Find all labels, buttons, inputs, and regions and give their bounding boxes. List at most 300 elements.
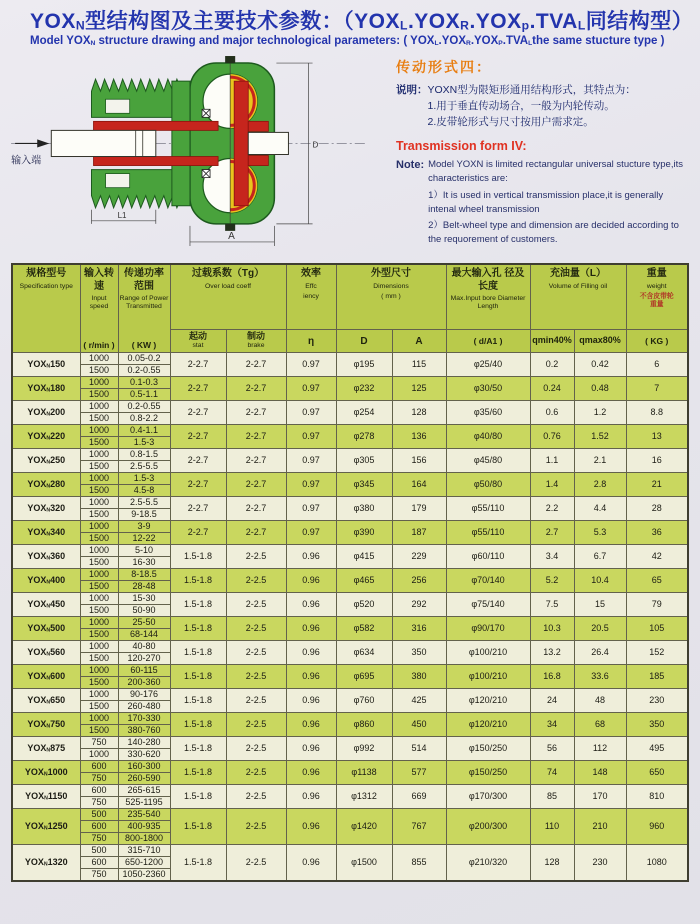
subcol-header-eta: η — [286, 330, 336, 353]
col-header-speed: 输入转速 Input speed ( r/min ) — [80, 264, 118, 353]
cell-speed: 600 — [80, 821, 118, 833]
cell-overload-brake: 2-2.5 — [226, 713, 286, 737]
cell-overload-brake: 2-2.7 — [226, 473, 286, 497]
page-subtitle: Model $YOX_N$ structure drawing and major technological parameters: ( $YOX_L.YOX_R.YOX_P.TVA_Lthe$ same stucture type ) — [30, 35, 665, 48]
cell-dim-a: 292 — [392, 593, 446, 617]
note-line-1: 1）It is used in vertical transmission place,it is generally intenal wheel transmission — [428, 189, 664, 215]
col-header-bore: 最大输入孔 径及长度 Max.Input bore Diameter Length — [446, 264, 530, 330]
cell-speed: 1500 — [80, 725, 118, 737]
cell-efficiency: 0.96 — [286, 665, 336, 689]
cell-model: $YOX_N600$ — [12, 665, 80, 689]
shaft-web — [234, 81, 248, 206]
table-row — [12, 737, 688, 749]
cell-efficiency: 0.96 — [286, 737, 336, 761]
cell-dim-d: φ278 — [336, 425, 392, 449]
cell-speed: 1500 — [80, 509, 118, 521]
cell-bore: φ35/60 — [446, 401, 530, 425]
cell-weight: 650 — [626, 761, 688, 785]
cell-model: $YOX_N450$ — [12, 593, 80, 617]
cell-speed: 600 — [80, 761, 118, 773]
subcol-header-qmin: qmin40% — [530, 330, 574, 353]
cell-power: 60-115 — [118, 665, 170, 677]
cell-speed: 1000 — [80, 689, 118, 701]
subcol-header-kg: ( KG ) — [626, 330, 688, 353]
desc-line-1: YOXN型为限矩形通用结构形式，其特点为： — [427, 84, 636, 97]
cell-overload-brake: 2-2.5 — [226, 641, 286, 665]
cell-model: $YOX_N1320$ — [12, 845, 80, 882]
cell-overload-brake: 2-2.5 — [226, 761, 286, 785]
cell-overload-brake: 2-2.5 — [226, 593, 286, 617]
cell-model: $YOX_N200$ — [12, 401, 80, 425]
cell-power: 400-935 — [118, 821, 170, 833]
cell-efficiency: 0.97 — [286, 425, 336, 449]
cell-dim-d: φ634 — [336, 641, 392, 665]
cell-overload-start: 2-2.7 — [170, 521, 226, 545]
cell-dim-a: 350 — [392, 641, 446, 665]
cell-efficiency: 0.96 — [286, 641, 336, 665]
cell-dim-d: φ380 — [336, 497, 392, 521]
cell-model: $YOX_N360$ — [12, 545, 80, 569]
cell-overload-start: 2-2.7 — [170, 353, 226, 377]
subcol-header-start: 起动 stat — [170, 330, 226, 353]
cell-overload-brake: 2-2.7 — [226, 377, 286, 401]
pulley-slot — [106, 99, 130, 113]
cell-bore: φ120/210 — [446, 689, 530, 713]
cell-dim-a: 450 — [392, 713, 446, 737]
cell-oil-min: 74 — [530, 761, 574, 785]
cell-weight: 230 — [626, 689, 688, 713]
cell-oil-max: 2.1 — [574, 449, 626, 473]
transmission-form-title-zh: 传动形式四： — [396, 59, 492, 76]
table-row — [12, 497, 688, 509]
shaft-sleeve-top — [94, 121, 219, 130]
cell-efficiency: 0.96 — [286, 569, 336, 593]
table-row — [12, 641, 688, 653]
cell-speed: 500 — [80, 845, 118, 857]
col-header-power: 传递功率 范围 Range of Power Transmitted ( KW ) — [118, 264, 170, 353]
cell-oil-max: 0.42 — [574, 353, 626, 377]
cell-efficiency: 0.96 — [286, 785, 336, 809]
cell-bore: φ210/320 — [446, 845, 530, 882]
cell-dim-a: 187 — [392, 521, 446, 545]
cell-speed: 1000 — [80, 401, 118, 413]
cell-weight: 13 — [626, 425, 688, 449]
note-line-2: 2）Belt-wheel type and dimension are decided according to the requorement of customers. — [428, 220, 679, 246]
cell-power: 525-1195 — [118, 797, 170, 809]
cell-power: 0.5-1.1 — [118, 389, 170, 401]
cell-overload-start: 1.5-1.8 — [170, 569, 226, 593]
cell-oil-max: 1.2 — [574, 401, 626, 425]
desc-line-3: 2.皮带轮形式与尺寸按用户需求定。 — [427, 115, 594, 128]
cell-power: 0.4-1.1 — [118, 425, 170, 437]
cell-efficiency: 0.96 — [286, 593, 336, 617]
subcol-header-a: A — [392, 330, 446, 353]
content-row — [0, 51, 700, 257]
table-row — [12, 569, 688, 581]
note-line-intro: Model YOXN is limited rectangular universal stucture type,its characteristics are: — [428, 159, 683, 185]
cell-speed: 1500 — [80, 437, 118, 449]
cell-speed: 750 — [80, 737, 118, 749]
col-header-oil: 充油量（L） Volume of Filling oil — [530, 264, 626, 330]
cell-efficiency: 0.96 — [286, 761, 336, 785]
cell-dim-a: 577 — [392, 761, 446, 785]
cell-power: 0.8-1.5 — [118, 449, 170, 461]
output-bore — [248, 133, 288, 155]
cell-overload-start: 1.5-1.8 — [170, 761, 226, 785]
cell-weight: 152 — [626, 641, 688, 665]
cell-dim-d: φ582 — [336, 617, 392, 641]
cell-speed: 1000 — [80, 617, 118, 629]
cell-oil-min: 0.24 — [530, 377, 574, 401]
cell-speed: 600 — [80, 857, 118, 869]
cell-power: 260-480 — [118, 701, 170, 713]
cell-dim-a: 115 — [392, 353, 446, 377]
cell-overload-start: 2-2.7 — [170, 377, 226, 401]
cell-dim-d: φ345 — [336, 473, 392, 497]
cell-bore: φ40/80 — [446, 425, 530, 449]
cell-efficiency: 0.96 — [286, 689, 336, 713]
note-label: Note: — [396, 159, 425, 172]
cell-speed: 1000 — [80, 449, 118, 461]
table-row — [12, 761, 688, 773]
cell-dim-a: 316 — [392, 617, 446, 641]
cell-bore: φ70/140 — [446, 569, 530, 593]
cell-bore: φ120/210 — [446, 713, 530, 737]
cell-power: 12-22 — [118, 533, 170, 545]
cell-dim-a: 855 — [392, 845, 446, 882]
cell-weight: 350 — [626, 713, 688, 737]
cell-oil-max: 0.48 — [574, 377, 626, 401]
cell-oil-min: 13.2 — [530, 641, 574, 665]
notes-panel — [392, 51, 700, 250]
cell-dim-d: φ1500 — [336, 845, 392, 882]
cell-speed: 1000 — [80, 353, 118, 365]
cell-oil-min: 56 — [530, 737, 574, 761]
cell-speed: 1000 — [80, 521, 118, 533]
table-row — [12, 593, 688, 605]
cell-overload-brake: 2-2.5 — [226, 569, 286, 593]
cell-bore: φ30/50 — [446, 377, 530, 401]
cell-oil-min: 0.6 — [530, 401, 574, 425]
cell-oil-max: 48 — [574, 689, 626, 713]
cell-oil-min: 1.1 — [530, 449, 574, 473]
cell-oil-min: 1.4 — [530, 473, 574, 497]
table-row — [12, 473, 688, 485]
cell-power: 330-620 — [118, 749, 170, 761]
cell-oil-min: 0.2 — [530, 353, 574, 377]
cell-speed: 1000 — [80, 641, 118, 653]
desc-line-2: 1.用于垂直传动场合，一般为内轮传动。 — [427, 99, 615, 112]
cell-power: 90-176 — [118, 689, 170, 701]
cell-speed: 600 — [80, 785, 118, 797]
cell-speed: 1500 — [80, 389, 118, 401]
cell-power: 4.5-8 — [118, 485, 170, 497]
cell-overload-brake: 2-2.5 — [226, 665, 286, 689]
cell-power: 28-48 — [118, 581, 170, 593]
cell-speed: 1000 — [80, 377, 118, 389]
cell-dim-a: 179 — [392, 497, 446, 521]
cell-speed: 1500 — [80, 533, 118, 545]
cell-oil-min: 128 — [530, 845, 574, 882]
cell-weight: 185 — [626, 665, 688, 689]
cell-dim-d: φ520 — [336, 593, 392, 617]
cell-speed: 1500 — [80, 461, 118, 473]
col-header-overload: 过载系数（Tg） Over load coeff — [170, 264, 286, 330]
table-row — [12, 785, 688, 797]
table-row — [12, 377, 688, 389]
cell-overload-start: 1.5-1.8 — [170, 545, 226, 569]
cell-power: 0.2-0.55 — [118, 401, 170, 413]
cell-power: 315-710 — [118, 845, 170, 857]
cell-overload-start: 2-2.7 — [170, 449, 226, 473]
col-header-weight: 重量 weight 不含皮带轮重量 — [626, 264, 688, 330]
cell-oil-max: 68 — [574, 713, 626, 737]
page-title: $YOX_N$型结构图及主要技术参数：（$YOX_L.YOX_R.YOX_p.TVA_L$同结构型） — [30, 10, 694, 33]
cell-oil-max: 6.7 — [574, 545, 626, 569]
desc-label: 说明： — [396, 84, 428, 97]
cell-weight: 21 — [626, 473, 688, 497]
cell-speed: 1000 — [80, 713, 118, 725]
cell-model: $YOX_N150$ — [12, 353, 80, 377]
cell-speed: 1000 — [80, 665, 118, 677]
cell-dim-a: 425 — [392, 689, 446, 713]
cell-speed: 1500 — [80, 701, 118, 713]
cell-power: 25-50 — [118, 617, 170, 629]
subcol-header-qmax: qmax80% — [574, 330, 626, 353]
cell-weight: 495 — [626, 737, 688, 761]
cell-oil-min: 2.2 — [530, 497, 574, 521]
cell-oil-max: 230 — [574, 845, 626, 882]
subcol-header-d: D — [336, 330, 392, 353]
cell-dim-d: φ860 — [336, 713, 392, 737]
cell-bore: φ55/110 — [446, 521, 530, 545]
col-header-dimensions: 外型尺寸 Dimensions ( mm ) — [336, 264, 446, 330]
cell-model: $YOX_N560$ — [12, 641, 80, 665]
cell-power: 50-90 — [118, 605, 170, 617]
cell-power: 140-280 — [118, 737, 170, 749]
cell-power: 160-300 — [118, 761, 170, 773]
cell-power: 265-615 — [118, 785, 170, 797]
cell-efficiency: 0.97 — [286, 521, 336, 545]
cell-bore: φ100/210 — [446, 641, 530, 665]
cell-oil-min: 85 — [530, 785, 574, 809]
cell-model: $YOX_N340$ — [12, 521, 80, 545]
cell-dim-a: 229 — [392, 545, 446, 569]
cell-oil-max: 2.8 — [574, 473, 626, 497]
cell-overload-brake: 2-2.7 — [226, 401, 286, 425]
cell-power: 15-30 — [118, 593, 170, 605]
cell-dim-d: φ1138 — [336, 761, 392, 785]
cell-bore: φ50/80 — [446, 473, 530, 497]
input-end-label: 输入端 — [11, 155, 42, 167]
cell-weight: 79 — [626, 593, 688, 617]
cell-dim-d: φ1420 — [336, 809, 392, 845]
cell-overload-brake: 2-2.7 — [226, 425, 286, 449]
cell-oil-min: 5.2 — [530, 569, 574, 593]
cell-power: 5-10 — [118, 545, 170, 557]
cell-oil-max: 1.52 — [574, 425, 626, 449]
cell-speed: 1000 — [80, 497, 118, 509]
cell-efficiency: 0.97 — [286, 497, 336, 521]
cell-power: 260-590 — [118, 773, 170, 785]
cell-bore: φ25/40 — [446, 353, 530, 377]
cell-dim-d: φ254 — [336, 401, 392, 425]
input-arrowhead-icon — [37, 140, 49, 148]
cell-bore: φ170/300 — [446, 785, 530, 809]
cell-overload-brake: 2-2.5 — [226, 617, 286, 641]
cell-weight: 810 — [626, 785, 688, 809]
description-zh — [396, 83, 686, 130]
cell-weight: 28 — [626, 497, 688, 521]
cell-speed: 1000 — [80, 593, 118, 605]
cell-overload-start: 2-2.7 — [170, 473, 226, 497]
cell-efficiency: 0.96 — [286, 545, 336, 569]
cell-power: 16-30 — [118, 557, 170, 569]
table-row — [12, 401, 688, 413]
dim-label-l1: L1 — [117, 210, 127, 220]
cell-speed: 1000 — [80, 473, 118, 485]
cell-model: $YOX_N220$ — [12, 425, 80, 449]
cell-speed: 1000 — [80, 545, 118, 557]
cell-oil-min: 3.4 — [530, 545, 574, 569]
cell-dim-a: 136 — [392, 425, 446, 449]
cell-speed: 1500 — [80, 677, 118, 689]
cell-speed: 1500 — [80, 605, 118, 617]
cell-efficiency: 0.96 — [286, 617, 336, 641]
cell-bore: φ60/110 — [446, 545, 530, 569]
cell-dim-a: 156 — [392, 449, 446, 473]
cell-speed: 1500 — [80, 557, 118, 569]
col-header-spec: 规格型号 Specification type — [12, 264, 80, 353]
table-row — [12, 353, 688, 365]
cell-oil-min: 2.7 — [530, 521, 574, 545]
cell-efficiency: 0.96 — [286, 713, 336, 737]
cell-power: 3-9 — [118, 521, 170, 533]
cell-dim-d: φ305 — [336, 449, 392, 473]
cell-weight: 8.8 — [626, 401, 688, 425]
cell-efficiency: 0.96 — [286, 809, 336, 845]
cell-overload-brake: 2-2.5 — [226, 689, 286, 713]
cell-weight: 105 — [626, 617, 688, 641]
cell-model: $YOX_N875$ — [12, 737, 80, 761]
cell-weight: 36 — [626, 521, 688, 545]
table-row — [12, 713, 688, 725]
cell-oil-max: 4.4 — [574, 497, 626, 521]
cell-power: 800-1800 — [118, 833, 170, 845]
pulley-bottom — [91, 170, 181, 208]
cell-model: $YOX_N180$ — [12, 377, 80, 401]
cell-efficiency: 0.97 — [286, 401, 336, 425]
cell-oil-min: 34 — [530, 713, 574, 737]
cell-dim-d: φ232 — [336, 377, 392, 401]
cell-overload-start: 1.5-1.8 — [170, 641, 226, 665]
cell-weight: 42 — [626, 545, 688, 569]
output-arm-bottom — [248, 156, 268, 166]
cell-bore: φ75/140 — [446, 593, 530, 617]
cell-power: 0.1-0.3 — [118, 377, 170, 389]
cell-oil-max: 148 — [574, 761, 626, 785]
cell-model: $YOX_N320$ — [12, 497, 80, 521]
cell-speed: 1000 — [80, 569, 118, 581]
cell-power: 8-18.5 — [118, 569, 170, 581]
cell-bore: φ150/250 — [446, 737, 530, 761]
cell-efficiency: 0.96 — [286, 845, 336, 882]
note-en — [396, 158, 686, 250]
cell-overload-start: 1.5-1.8 — [170, 593, 226, 617]
input-shaft — [51, 131, 156, 157]
cell-dim-d: φ695 — [336, 665, 392, 689]
cell-overload-start: 1.5-1.8 — [170, 845, 226, 882]
cell-oil-min: 16.8 — [530, 665, 574, 689]
cell-efficiency: 0.97 — [286, 377, 336, 401]
cell-dim-d: φ992 — [336, 737, 392, 761]
cell-overload-brake: 2-2.7 — [226, 497, 286, 521]
cell-speed: 1000 — [80, 425, 118, 437]
cell-oil-min: 0.76 — [530, 425, 574, 449]
cell-power: 1050-2360 — [118, 869, 170, 882]
subcol-header-brake: 制动 brake — [226, 330, 286, 353]
cell-bore: φ55/110 — [446, 497, 530, 521]
cell-power: 120-270 — [118, 653, 170, 665]
cell-overload-brake: 2-2.5 — [226, 545, 286, 569]
cell-oil-min: 10.3 — [530, 617, 574, 641]
cell-overload-start: 1.5-1.8 — [170, 617, 226, 641]
cell-power: 2.5-5.5 — [118, 497, 170, 509]
cell-power: 40-80 — [118, 641, 170, 653]
cell-model: $YOX_N250$ — [12, 449, 80, 473]
cell-weight: 6 — [626, 353, 688, 377]
cell-overload-start: 1.5-1.8 — [170, 689, 226, 713]
pulley-web — [172, 81, 190, 206]
cell-speed: 1500 — [80, 653, 118, 665]
cell-overload-brake: 2-2.5 — [226, 845, 286, 882]
cell-overload-start: 2-2.7 — [170, 497, 226, 521]
cell-efficiency: 0.97 — [286, 449, 336, 473]
cell-speed: 1500 — [80, 485, 118, 497]
cell-power: 650-1200 — [118, 857, 170, 869]
cell-oil-max: 170 — [574, 785, 626, 809]
cell-dim-a: 669 — [392, 785, 446, 809]
table-row — [12, 545, 688, 557]
cell-speed: 1500 — [80, 581, 118, 593]
bolt-bottom-icon — [225, 224, 235, 231]
cell-speed: 500 — [80, 809, 118, 821]
cell-dim-a: 380 — [392, 665, 446, 689]
cell-power: 170-330 — [118, 713, 170, 725]
cell-dim-a: 125 — [392, 377, 446, 401]
cell-power: 2.5-5.5 — [118, 461, 170, 473]
cell-weight: 65 — [626, 569, 688, 593]
cell-speed: 750 — [80, 869, 118, 882]
table-row — [12, 425, 688, 437]
cell-oil-min: 7.5 — [530, 593, 574, 617]
cell-power: 9-18.5 — [118, 509, 170, 521]
cell-model: $YOX_N280$ — [12, 473, 80, 497]
cell-overload-brake: 2-2.5 — [226, 809, 286, 845]
structure-drawing — [0, 51, 392, 257]
cell-overload-start: 1.5-1.8 — [170, 713, 226, 737]
cell-model: $YOX_N500$ — [12, 617, 80, 641]
cell-oil-max: 210 — [574, 809, 626, 845]
cell-power: 235-540 — [118, 809, 170, 821]
cell-power: 1.5-3 — [118, 473, 170, 485]
dim-label-a: A — [228, 231, 235, 243]
cell-dim-d: φ415 — [336, 545, 392, 569]
cell-model: $YOX_N1150$ — [12, 785, 80, 809]
cell-bore: φ100/210 — [446, 665, 530, 689]
cell-power: 0.05-0.2 — [118, 353, 170, 365]
cell-overload-start: 2-2.7 — [170, 425, 226, 449]
